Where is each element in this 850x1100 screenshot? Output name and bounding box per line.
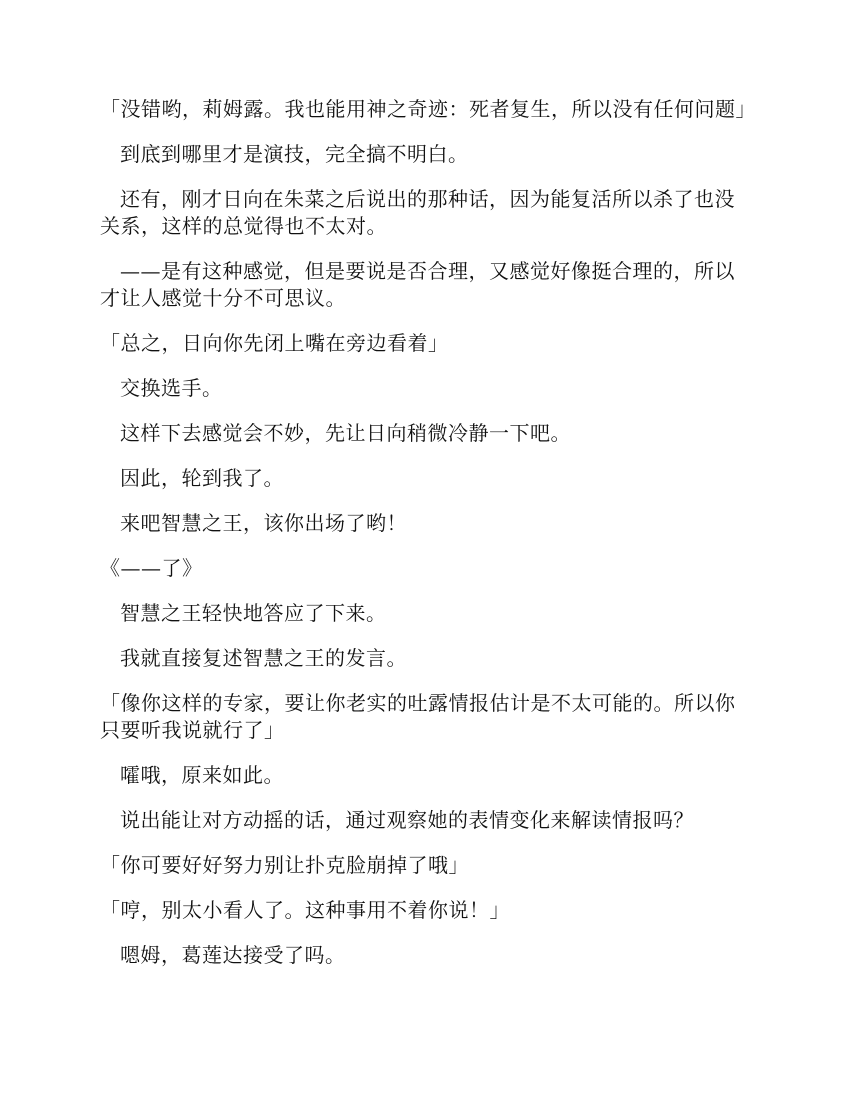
paragraph-14: 嚯哦，原来如此。 — [120, 763, 284, 787]
paragraph-9: 来吧智慧之王，该你出场了哟！ — [120, 511, 407, 535]
paragraph-6: 交换选手。 — [120, 376, 223, 400]
paragraph-18: 嗯姆，葛莲达接受了吗。 — [120, 943, 346, 967]
document-page — [100, 96, 756, 987]
paragraph-7: 这样下去感觉会不妙，先让日向稍微冷静一下吧。 — [120, 421, 571, 445]
paragraph-15: 说出能让对方动摇的话，通过观察她的表情变化来解读情报吗？ — [120, 808, 694, 832]
paragraph-16: 「你可要好好努力别让扑克脸崩掉了哦」 — [100, 853, 469, 877]
paragraph-17: 「哼，别太小看人了。这种事用不着你说！」 — [100, 898, 510, 922]
paragraph-12: 我就直接复述智慧之王的发言。 — [120, 646, 407, 670]
paragraph-1: 「没错哟，莉姆露。我也能用神之奇迹：死者复生，所以没有任何问题」 — [100, 97, 756, 121]
paragraph-11: 智慧之王轻快地答应了下来。 — [120, 601, 387, 625]
paragraph-13: 「像你这样的专家，要让你老实的吐露情报估计是不太可能的。所以你只要听我说就行了」 — [100, 691, 736, 742]
paragraph-8: 因此，轮到我了。 — [120, 466, 284, 490]
paragraph-10: 《——了》 — [100, 556, 203, 580]
paragraph-2: 到底到哪里才是演技，完全搞不明白。 — [120, 142, 469, 166]
paragraph-3: 还有，刚才日向在朱菜之后说出的那种话，因为能复活所以杀了也没关系，这样的总觉得也不太对。 — [100, 187, 735, 238]
paragraph-5: 「总之，日向你先闭上嘴在旁边看着」 — [100, 331, 449, 355]
paragraph-4: ——是有这种感觉，但是要说是否合理，又感觉好像挺合理的，所以才让人感觉十分不可思议。 — [100, 259, 735, 310]
